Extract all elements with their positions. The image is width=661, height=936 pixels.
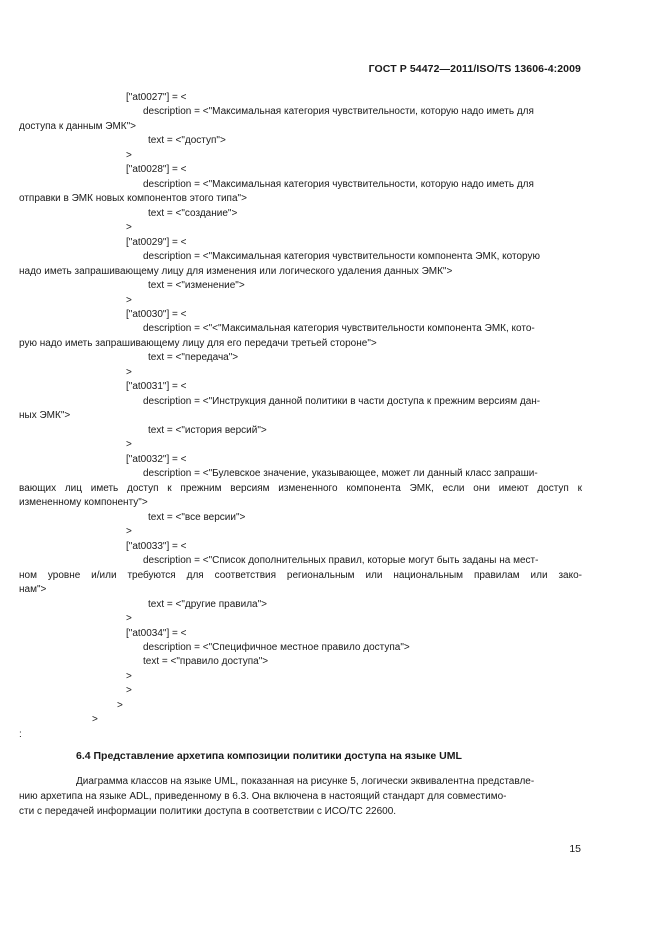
code-line: text = <"создание"> bbox=[148, 208, 238, 219]
code-line: > bbox=[126, 222, 132, 233]
code-line: надо иметь запрашивающему лицу для изменения или логического удаления данных ЭМК"> bbox=[19, 266, 453, 277]
code-line: ных ЭМК"> bbox=[19, 410, 71, 421]
section-title: 6.4 Представление архетипа композиции политики доступа на языке UML bbox=[76, 750, 462, 762]
code-line: description = <"Специфичное местное правило доступа"> bbox=[143, 642, 410, 653]
code-line: text = <"история версий"> bbox=[148, 425, 267, 436]
paragraph-line: сти с передачей информации политики доступа в соответствии с ИСО/ТС 22600. bbox=[19, 806, 397, 817]
code-line: отправки в ЭМК новых компонентов этого типа"> bbox=[19, 193, 247, 204]
paragraph-line: нию архетипа на языке ADL, приведенному в 6.3. Она включена в настоящий стандарт для совместимо- bbox=[19, 791, 507, 802]
code-line: description = <"Список дополнительных правил, которые могут быть заданы на мест- bbox=[143, 555, 539, 566]
code-line: ном уровне и/или требуются для соответствия региональным или национальным правилам или зако- bbox=[19, 570, 582, 581]
code-line: > bbox=[126, 526, 132, 537]
code-line: description = <"Максимальная категория чувствительности компонента ЭМК, которую bbox=[143, 251, 540, 262]
code-line: text = <"передача"> bbox=[148, 352, 239, 363]
page-header-standard-id: ГОСТ Р 54472—2011/ISO/TS 13606-4:2009 bbox=[368, 63, 581, 75]
code-line: text = <"изменение"> bbox=[148, 280, 245, 291]
code-line: ["at0031"] = < bbox=[126, 381, 187, 392]
code-line: : bbox=[19, 729, 22, 740]
code-line: доступа к данным ЭМК"> bbox=[19, 121, 137, 132]
code-line: description = <"Максимальная категория чувствительности, которую надо иметь для bbox=[143, 179, 534, 190]
page-number: 15 bbox=[569, 843, 581, 855]
code-line: ["at0033"] = < bbox=[126, 541, 187, 552]
code-line: text = <"все версии"> bbox=[148, 512, 246, 523]
code-line: description = <"Инструкция данной политики в части доступа к прежним версиям дан- bbox=[143, 396, 541, 407]
code-line: ["at0027"] = < bbox=[126, 92, 187, 103]
paragraph-line: Диаграмма классов на языке UML, показанная на рисунке 5, логически эквивалентна представле- bbox=[76, 776, 535, 787]
code-line: > bbox=[126, 685, 132, 696]
code-line: ["at0034"] = < bbox=[126, 628, 187, 639]
code-line: нам"> bbox=[19, 584, 47, 595]
code-line: text = <"другие правила"> bbox=[148, 599, 267, 610]
code-line: description = <"<"Максимальная категория чувствительности компонента ЭМК, кото- bbox=[143, 323, 535, 334]
code-line: text = <"правило доступа"> bbox=[143, 656, 269, 667]
code-line: ["at0032"] = < bbox=[126, 454, 187, 465]
code-line: > bbox=[126, 150, 132, 161]
code-line: > bbox=[92, 714, 98, 725]
code-line: рую надо иметь запрашивающему лицу для его передачи третьей стороне"> bbox=[19, 338, 377, 349]
code-line: description = <"Булевское значение, указывающее, может ли данный класс запраши- bbox=[143, 468, 538, 479]
code-line: > bbox=[126, 295, 132, 306]
code-line: ["at0029"] = < bbox=[126, 237, 187, 248]
code-line: ["at0028"] = < bbox=[126, 164, 187, 175]
code-line: > bbox=[126, 613, 132, 624]
code-line: > bbox=[126, 671, 132, 682]
code-line: измененному компоненту"> bbox=[19, 497, 148, 508]
code-line: description = <"Максимальная категория чувствительности, которую надо иметь для bbox=[143, 106, 534, 117]
code-line: > bbox=[117, 700, 123, 711]
code-line: > bbox=[126, 367, 132, 378]
code-line: > bbox=[126, 439, 132, 450]
code-line: text = <"доступ"> bbox=[148, 135, 226, 146]
code-line: вающих лиц иметь доступ к прежним версиям измененного компонента ЭМК, если они имеют доступ к bbox=[19, 483, 582, 494]
code-line: ["at0030"] = < bbox=[126, 309, 187, 320]
